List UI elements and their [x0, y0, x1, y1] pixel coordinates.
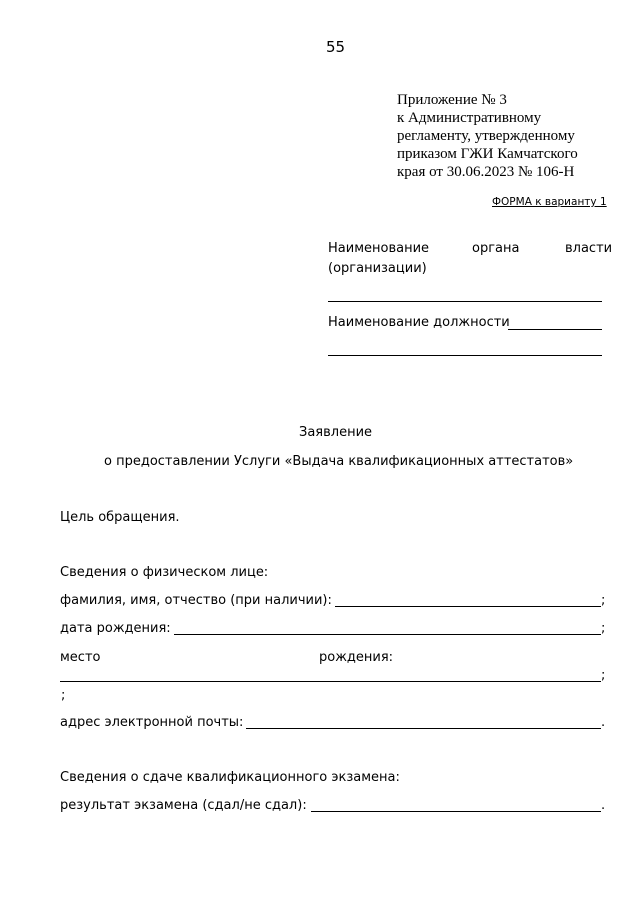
recipient-org-label: власти	[565, 241, 613, 256]
period: .	[601, 798, 606, 813]
page-number: 55	[326, 38, 346, 56]
semicolon: ;	[601, 621, 606, 636]
recipient-org-label: органа	[472, 241, 520, 256]
birth-date-field[interactable]	[174, 634, 601, 635]
period: .	[601, 715, 606, 730]
semicolon: ;	[601, 668, 606, 683]
recipient-org-label-line2: (организации)	[328, 261, 427, 276]
appendix-line: регламенту, утвержденному	[397, 128, 575, 144]
form-variant-label: ФОРМА к варианту 1	[492, 196, 607, 208]
exam-heading: Сведения о сдаче квалификационного экзамена:	[60, 770, 400, 785]
appendix-line: края от 30.06.2023 № 106-Н	[397, 164, 575, 180]
document-subtitle: о предоставлении Услуги «Выдача квалификационных аттестатов»	[104, 454, 574, 469]
email-field[interactable]	[246, 728, 601, 729]
email-label: адрес электронной почты:	[60, 715, 244, 730]
full-name-field[interactable]	[335, 606, 601, 607]
birth-place-label: рождения:	[319, 650, 394, 665]
birth-date-label: дата рождения:	[60, 621, 171, 636]
appendix-line: Приложение № 3	[397, 92, 507, 108]
document-title: Заявление	[299, 425, 373, 440]
semicolon: ;	[61, 688, 66, 703]
purpose-label: Цель обращения.	[60, 510, 180, 525]
exam-result-field[interactable]	[311, 811, 601, 812]
recipient-position-field[interactable]	[508, 329, 602, 330]
appendix-line: к Административному	[397, 110, 542, 126]
recipient-position-field-2[interactable]	[328, 355, 602, 356]
exam-result-label: результат экзамена (сдал/не сдал):	[60, 798, 307, 813]
semicolon: ;	[601, 593, 606, 608]
appendix-line: приказом ГЖИ Камчатского	[397, 146, 578, 162]
recipient-position-label: Наименование должности	[328, 315, 510, 330]
recipient-org-label: Наименование	[328, 241, 430, 256]
recipient-org-field[interactable]	[328, 301, 602, 302]
birth-place-label: место	[60, 650, 101, 665]
full-name-label: фамилия, имя, отчество (при наличии):	[60, 593, 332, 608]
birth-place-field[interactable]	[60, 681, 601, 682]
person-heading: Сведения о физическом лице:	[60, 565, 269, 580]
